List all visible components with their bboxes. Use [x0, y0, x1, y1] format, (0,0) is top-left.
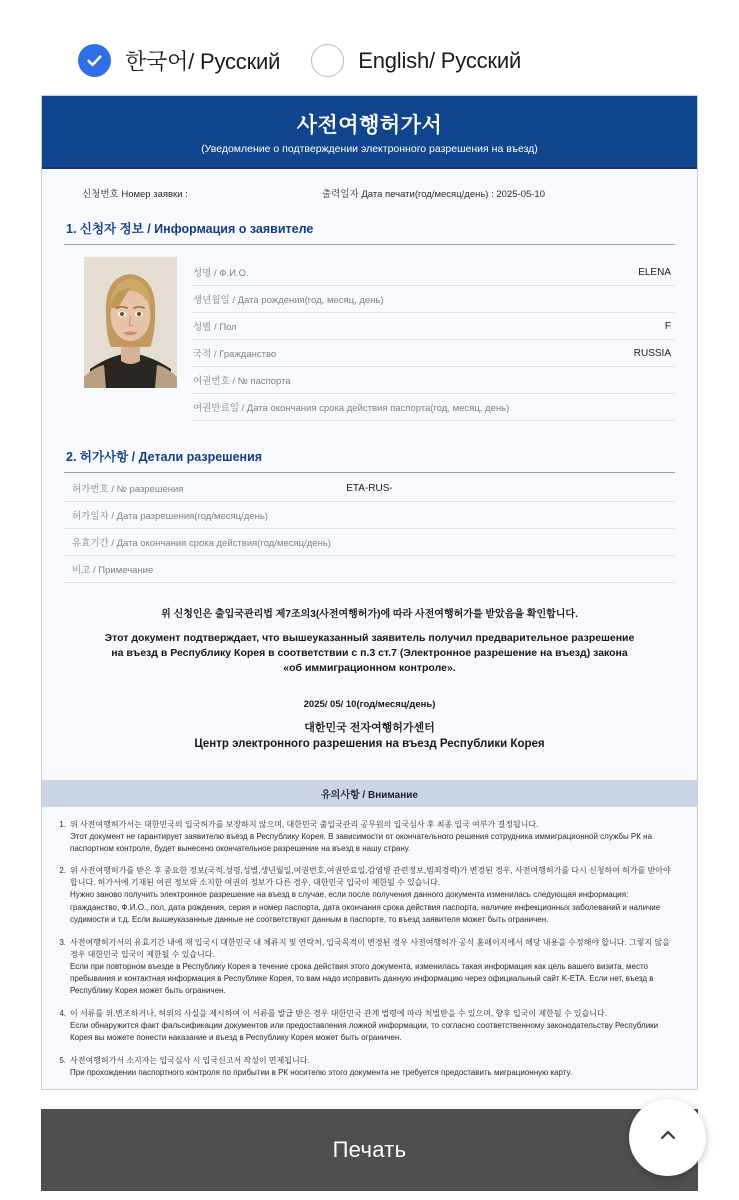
field-label: 유효기간 / Дата окончания срока действия(год/месяц/день): [72, 538, 331, 549]
applicant-info-block: [64, 245, 675, 421]
empty-circle-icon[interactable]: [311, 44, 344, 77]
applicant-fields: [191, 257, 675, 421]
notice-russian: Нужно заново получить электронное разрешение на въезд в случае, если после получения данного документа изменилась следующая информация: гражданство, Ф.И.О., пол, дата рождения, серия и номер паспорта, дата окончания срока действия паспорта, наличие инфекционных заболеваний и наличие судимости и т.д. Если вышеуказанные данные не соответствуют данным в паспорте, то въезд заявителя может быть ограничен.: [70, 890, 661, 925]
confirmation-russian: Этот документ подтверждает, что вышеуказанный заявитель получил предварительное разрешение на въезд в Республику Корея в соответствии с п.3 ст.7 (Электронное разрешение на въезд) закона «об иммиграционном контроле».: [104, 632, 635, 675]
signature-block: [64, 677, 675, 750]
print-date: [322, 186, 545, 200]
notice-number: 5.: [59, 1055, 66, 1065]
field-row-name: [191, 259, 675, 286]
field-row-permission-number: [64, 475, 675, 502]
notice-korean: 이 서류를 위.변조하거나, 허위의 사실을 제시하여 이 서류를 발급 받은 경우 대한민국 관계 법령에 따라 처벌받을 수 있으며, 향후 입국이 제한될 수 있습니다.: [70, 1008, 607, 1018]
field-label: 여권번호 / № паспорта: [193, 376, 291, 387]
confirmation-korean: 위 신청인은 출입국관리법 제7조의3(사전여행허가)에 따라 사전여행허가를 받았음을 확인합니다.: [161, 609, 578, 620]
language-option-label: English/ Русский: [358, 47, 522, 73]
field-row-validity-period: [64, 529, 675, 556]
notice-russian: Если при повторном въезде в Республику Корея в течение срока действия этого документа, изменилась такая информация как цель вашего визита, место пребывания и контактная информация в Республике Корея, то вам надо исправить данную информацию через официальный сайт K-ETA. Если нет, въезд в Республику Корея может быть ограничен.: [70, 961, 654, 996]
notice-number: 1.: [59, 819, 66, 829]
notice-korean: 사전여행허가서의 유효기간 내에 재 입국시 대한민국 내 체류지 및 연락처, 입국목적이 변경된 경우 사전여행허가 공식 홈페이지에서 해당 내용을 수정해야 합니다. 그렇지 않을 경우 대한민국 입국이 제한될 수 있습니다.: [70, 937, 670, 959]
field-label: 생년월일 / Дата рождения(год, месяц, день): [193, 295, 384, 306]
notice-item: [56, 819, 679, 856]
print-date-value: 2025-05-10: [496, 189, 545, 200]
field-label: 여권만료일 / Дата окончания срока действия паспорта(год, месяц, день): [193, 403, 510, 414]
application-number-label: 신청번호 Номер заявки :: [82, 189, 188, 200]
section-title-applicant-info: 1. 신청자 정보 / Информация о заявителе: [64, 213, 675, 245]
field-value: RUSSIA: [633, 347, 671, 359]
notice-number: 3.: [59, 937, 66, 947]
notice-list: [42, 807, 697, 1079]
field-label: 성별 / Пол: [193, 322, 237, 333]
notice-russian: Если обнаружится факт фальсификации документов или предоставления ложной информации, то согласно соответственному законодательству Республики Корея вы можете понести наказание и въезд в Республику Корея может быть ограничен.: [70, 1020, 659, 1043]
notice-number: 4.: [59, 1008, 66, 1018]
print-button[interactable]: [41, 1109, 698, 1191]
document-body: [42, 169, 697, 760]
field-value: ETA-RUS-: [346, 482, 393, 494]
document-subtitle: (Уведомление о подтверждении электронного разрешения на въезд): [201, 143, 538, 155]
field-row-remarks: [64, 556, 675, 583]
field-row-nationality: [191, 340, 675, 367]
notice-item: [56, 1055, 679, 1079]
scroll-to-top-button[interactable]: [629, 1099, 706, 1176]
document-title: 사전여행허가서: [296, 114, 443, 137]
signature-date: 2025/ 05/ 10(год/месяц/день): [303, 698, 436, 710]
language-option-korean-russian[interactable]: [78, 44, 280, 77]
field-label: 허가일자 / Дата разрешения(год/месяц/день): [72, 511, 268, 522]
language-selector: [0, 0, 739, 95]
notice-item: [56, 1008, 679, 1045]
field-row-birthdate: [191, 286, 675, 313]
field-row-passport-number: [191, 367, 675, 394]
check-circle-icon[interactable]: [78, 44, 111, 77]
confirmation-statement: [64, 583, 675, 677]
document-container: [0, 95, 739, 1090]
permission-details-section: [64, 441, 675, 583]
notice-section-header: 유의사항 / Внимание: [42, 780, 697, 807]
issuer-name-korean: 대한민국 전자여행허가센터: [304, 721, 435, 734]
notice-number: 2.: [59, 866, 66, 876]
field-row-gender: [191, 313, 675, 340]
field-label: 성명 / Ф.И.О.: [193, 268, 249, 279]
notice-korean: 사전여행허가서 소지자는 입국심사 시 입국신고서 작성이 면제됩니다.: [70, 1055, 310, 1065]
issuer-name-russian: Центр электронного разрешения на въезд Республики Корея: [194, 737, 545, 750]
document-meta: [64, 169, 675, 213]
notice-korean: 위 사전여행허가를 받은 후 중요한 정보(국적,성명,성별,생년월일,여권번호,여권만료일,감염병 관련정보,범죄경력)가 변경된 경우, 사전여행허가를 다시 신청하여 허가를 받아야 합니다. 허가서에 기재된 여권 정보와 소지한 여권의 정보가 다른 경우, 대한민국 입국이 제한될 수 있습니다.: [70, 866, 671, 888]
print-date-label: 출력일자 Дата печати(год/месяц/день) :: [322, 189, 494, 200]
field-label: 비고 / Примечание: [72, 565, 154, 576]
eta-certificate-document: [41, 95, 698, 1090]
language-option-english-russian[interactable]: [311, 44, 521, 77]
notice-russian: Этот документ не гарантирует заявителю въезд в Республику Корея. В зависимости от окончательного решения сотрудника иммиграционной службы РК на паспортном контроле, будет вынесено окончательное разрешение на въезд в нашу страну.: [70, 831, 653, 854]
section-title-permission-details: 2. 허가사항 / Детали разрешения: [64, 441, 675, 473]
notice-item: [56, 865, 679, 926]
print-button-label: Печать: [332, 1137, 407, 1162]
notice-item: [56, 937, 679, 998]
field-label: 국적 / Гражданство: [193, 349, 277, 360]
language-option-label: 한국어/ Русский: [125, 49, 281, 74]
field-value: F: [664, 320, 671, 332]
applicant-passport-photo: [84, 257, 177, 388]
field-row-permission-date: [64, 502, 675, 529]
chevron-up-icon: [656, 1123, 680, 1152]
permission-fields: [64, 473, 675, 583]
field-row-passport-expiry: [191, 394, 675, 421]
notice-korean: 위 사전여행허가서는 대한민국의 입국허가를 보장하지 않으며, 대한민국 출입국관리 공무원의 입국심사 후 최종 입국 여부가 결정됩니다.: [70, 819, 539, 829]
notice-russian: При прохождении паспортного контроля по прибытии в РК носителю этого документа не требуется предоставить миграционную карту.: [70, 1067, 572, 1077]
document-header: [42, 96, 697, 169]
field-label: 허가번호 / № разрешения: [72, 484, 184, 495]
field-value: ELENA: [638, 266, 671, 278]
